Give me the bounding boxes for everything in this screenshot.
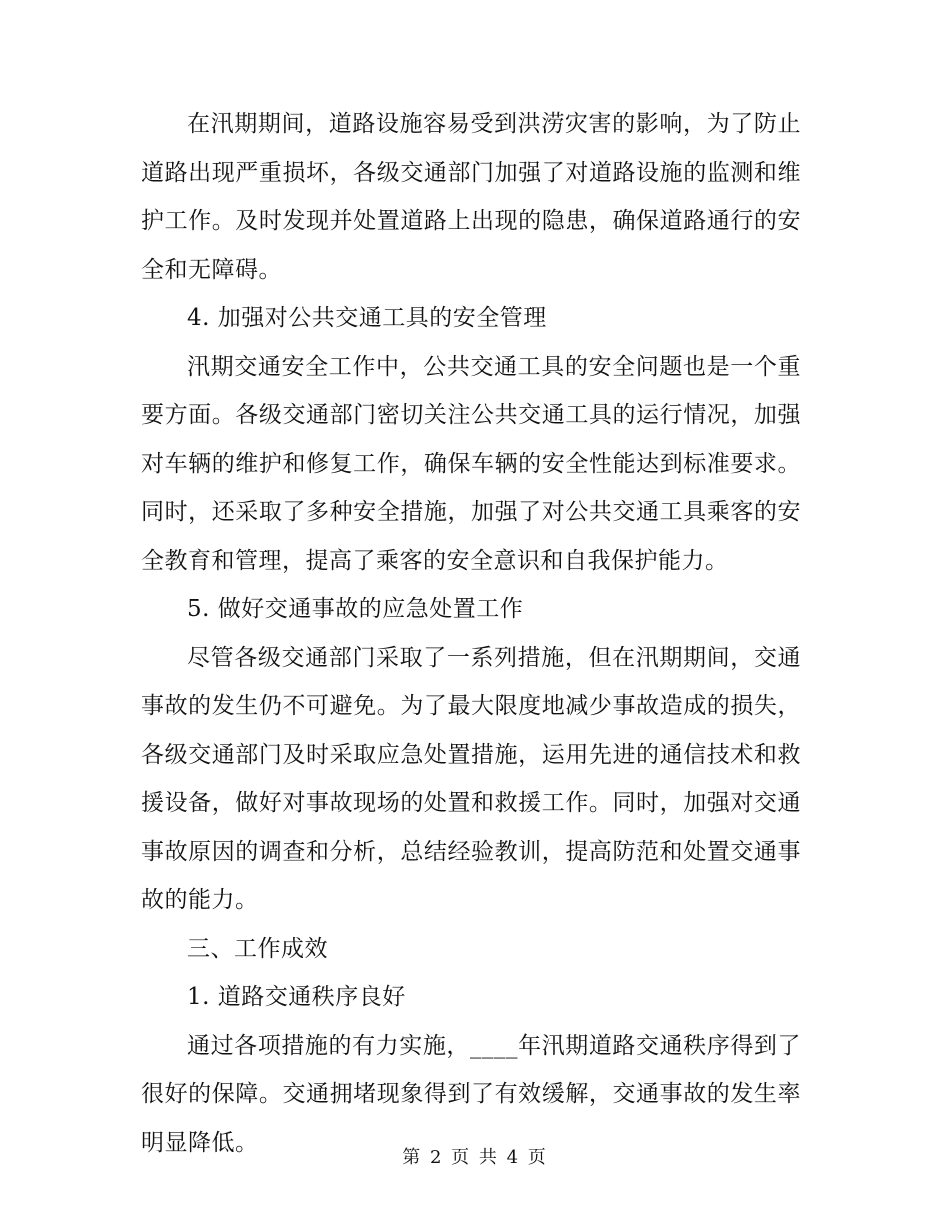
paragraph-public-transport-safety: 汛期交通安全工作中，公共交通工具的安全问题也是一个重要方面。各级交通部门密切关注公共交通工具的运行情况，加强对车辆的维护和修复工作，确保车辆的安全性能达到标准要求。同时，还采取了多种安全措施，加强了对公共交通工具乘客的安全教育和管理，提高了乘客的安全意识和自我保护能力。 — [141, 353, 801, 574]
paragraph-accident-emergency-response: 尽管各级交通部门采取了一系列措施，但在汛期期间，交通事故的发生仍不可避免。为了最大限度地减少事故造成的损失，各级交通部门及时采取应急处置措施，运用先进的通信技术和救援设备，做好对事故现场的处置和救援工作。同时，加强对交通事故原因的调查和分析，总结经验教训，提高防范和处置交通事故的能力。 — [141, 644, 801, 913]
heading-public-transport-safety: 4. 加强对公共交通工具的安全管理 — [187, 305, 547, 331]
heading-accident-emergency-response: 5. 做好交通事故的应急处置工作 — [187, 596, 524, 622]
page-number-footer: 第 2 页 共 4 页 — [402, 1147, 548, 1168]
paragraph-traffic-order: 通过各项措施的有力实施，____年汛期道路交通秩序得到了很好的保障。交通拥堵现象得到了有效缓解，交通事故的发生率明显降低。 — [141, 1032, 801, 1156]
document-body — [141, 100, 801, 1167]
paragraph-road-maintenance: 在汛期期间，道路设施容易受到洪涝灾害的影响，为了防止道路出现严重损坏，各级交通部门加强了对道路设施的监测和维护工作。及时发现并处置道路上出现的隐患，确保道路通行的安全和无障碍。 — [141, 111, 801, 283]
section-heading-work-results: 三、工作成效 — [187, 935, 328, 962]
heading-traffic-order: 1. 道路交通秩序良好 — [187, 984, 406, 1010]
